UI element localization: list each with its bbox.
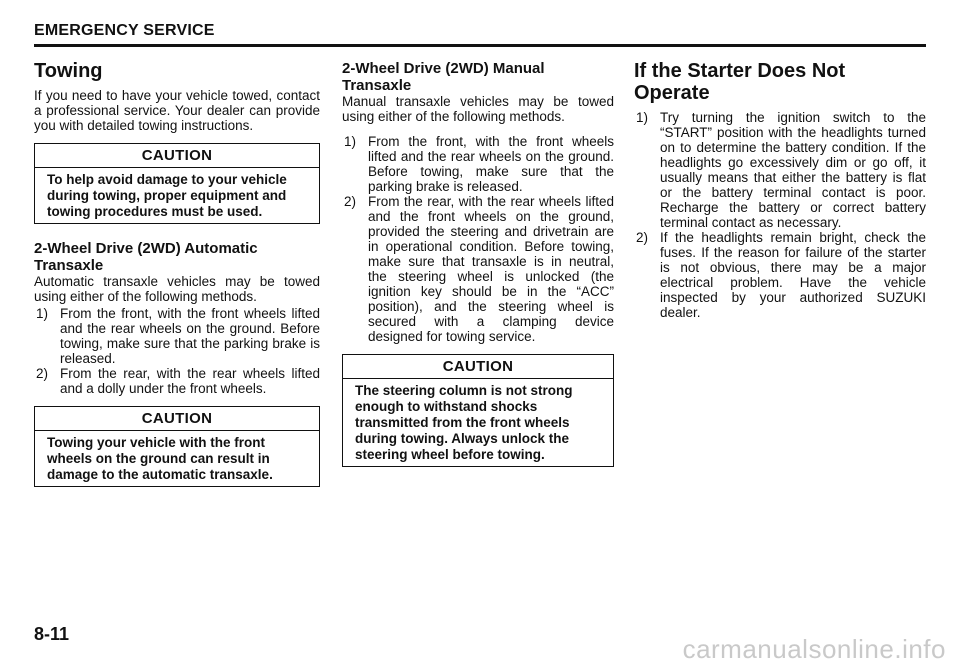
manual-transaxle-heading: 2-Wheel Drive (2WD) Manual Transaxle (342, 60, 545, 94)
towing-title: Towing (34, 60, 103, 82)
automatic-transaxle-intro: Automatic transaxle vehicles may be towed using either of the following methods. (34, 274, 320, 304)
step-number: 2) (636, 230, 649, 245)
list-item (634, 230, 926, 320)
manual-transaxle-intro: Manual transaxle vehicles may be towed using either of the following methods. (342, 94, 614, 124)
column-manual-transaxle (342, 60, 614, 483)
page-number: 8-11 (34, 624, 70, 644)
step-text: From the rear, with the rear wheels lifted and a dolly under the front wheels. (60, 366, 320, 396)
step-text: From the rear, with the rear wheels lifted and the front wheels on the ground, provided the steering and drivetrain are in operational condition. Before towing, make sure that transaxle is in neutral, the steering wheel is unlocked (the ignition key should be in the “ACC” position), and the steering wheel is secured with a clamping device designed for towing service. (368, 194, 614, 344)
caution-heading: CAUTION (35, 144, 319, 168)
step-number: 2) (36, 366, 49, 381)
step-number: 1) (36, 306, 49, 321)
column-starter (634, 60, 926, 330)
column-towing (34, 60, 320, 503)
caution-box-automatic (34, 406, 320, 487)
step-number: 1) (636, 110, 649, 125)
list-item (34, 306, 320, 366)
caution-text: The steering column is not strong enough to withstand shocks transmitted from the front wheels during towing. Always unlock the steering wheel before towing. (355, 383, 573, 462)
list-item (342, 134, 614, 194)
list-item (634, 110, 926, 230)
step-text: If the headlights remain bright, check the fuses. If the reason for failure of the starter is not obvious, there may be a major electrical problem. Have the vehicle inspected by your authorized SUZUKI dealer. (660, 230, 926, 320)
automatic-transaxle-heading: 2-Wheel Drive (2WD) Automatic Transaxle (34, 240, 258, 274)
caution-text: Towing your vehicle with the front wheels on the ground can result in damage to the automatic transaxle. (47, 435, 273, 482)
watermark: carmanualsonline.info (682, 634, 946, 664)
step-number: 1) (344, 134, 357, 149)
step-text: From the front, with the front wheels lifted and the rear wheels on the ground. Before towing, make sure that the parking brake is released. (60, 306, 320, 366)
caution-heading: CAUTION (343, 355, 613, 379)
header-rule (34, 44, 926, 47)
automatic-steps-list (34, 306, 320, 396)
step-number: 2) (344, 194, 357, 209)
step-text: Try turning the ignition switch to the “START” position with the headlights turned on to determine the battery condition. If the headlights go excessively dim or go off, it usually means that either the battery is flat or the battery terminal contact is poor. Recharge the battery or correct battery terminal contact as necessary. (660, 110, 926, 230)
caution-text: To help avoid damage to your vehicle during towing, proper equipment and towing procedures must be used. (47, 172, 287, 219)
towing-intro: If you need to have your vehicle towed, contact a professional service. Your dealer can provide you with detailed towing instructions. (34, 88, 320, 133)
starter-steps-list (634, 110, 926, 320)
caution-box-steering (342, 354, 614, 467)
caution-heading: CAUTION (35, 407, 319, 431)
list-item (342, 194, 614, 344)
starter-title: If the Starter Does Not Operate (634, 60, 846, 104)
manual-steps-list (342, 134, 614, 344)
list-item (34, 366, 320, 396)
step-text: From the front, with the front wheels lifted and the rear wheels on the ground. Before towing, make sure that the parking brake is released. (368, 134, 614, 194)
section-header: EMERGENCY SERVICE (34, 22, 215, 39)
caution-box-equipment (34, 143, 320, 224)
